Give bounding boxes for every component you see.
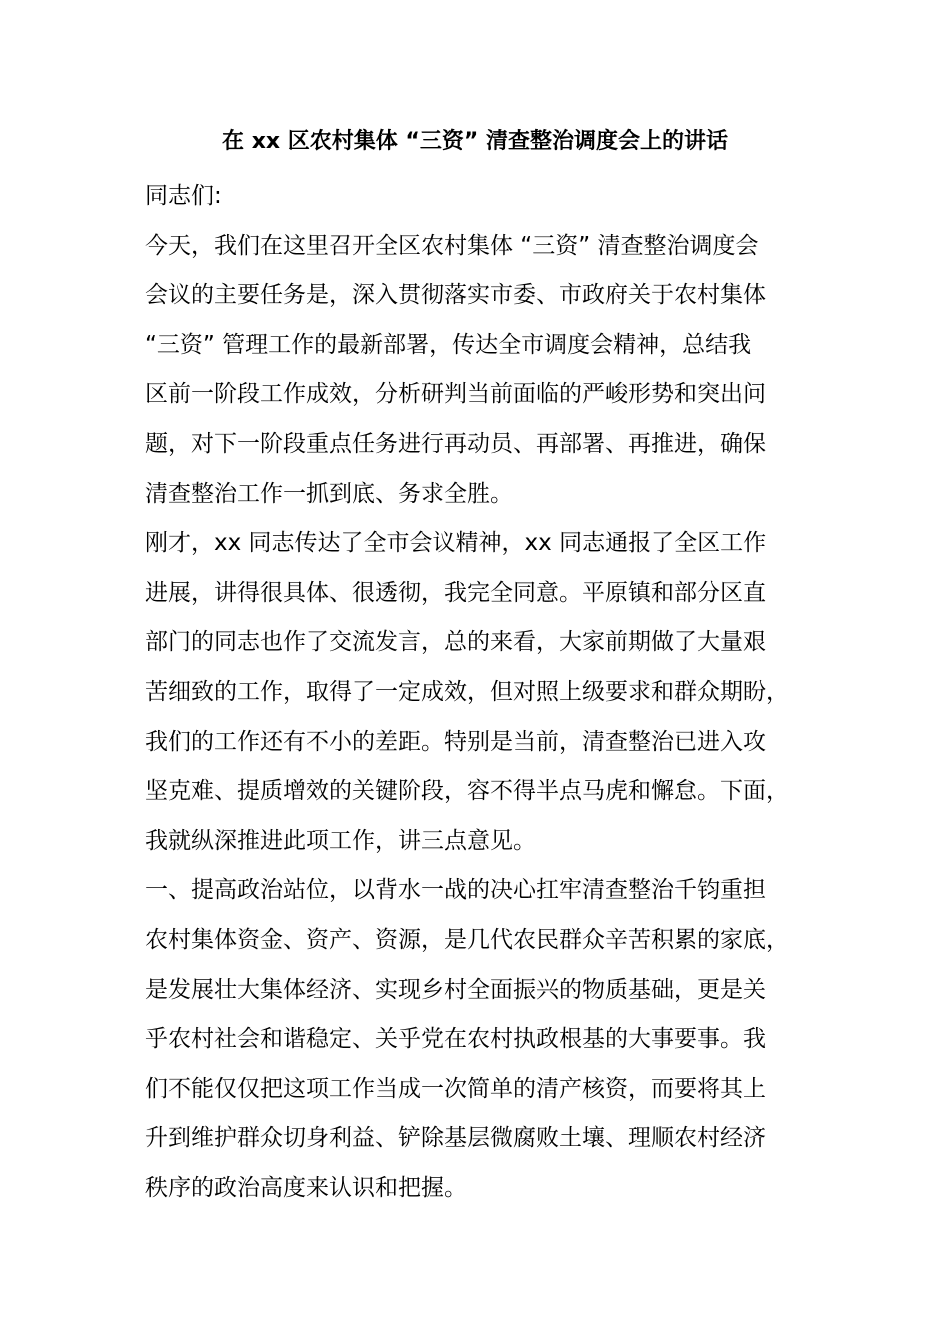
- text-line: 们不能仅仅把这项工作当成一次简单的清产核资，而要将其上: [145, 1075, 766, 1102]
- text-line: 进展，讲得很具体、很透彻，我完全同意。平原镇和部分区直: [145, 579, 766, 606]
- text-line: 会议的主要任务是，深入贯彻落实市委、市政府关于农村集体: [145, 282, 766, 309]
- text-line: 秩序的政治高度来认识和把握。: [145, 1174, 467, 1201]
- text-line: 题，对下一阶段重点任务进行再动员、再部署、再推进，确保: [145, 430, 766, 457]
- text-line: 我们的工作还有不小的差距。特别是当前，清查整治已进入攻: [145, 728, 766, 755]
- text-line: 苦细致的工作，取得了一定成效，但对照上级要求和群众期盼，: [145, 678, 789, 705]
- text-line: 乎农村社会和谐稳定、关乎党在农村执政根基的大事要事。我: [145, 1026, 766, 1053]
- text-line: 刚才，xx 同志传达了全市会议精神，xx 同志通报了全区工作: [145, 530, 767, 557]
- text-line: 今天，我们在这里召开全区农村集体 “三资” 清查整治调度会: [145, 232, 759, 259]
- text-line: 农村集体资金、资产、资源，是几代农民群众辛苦积累的家底，: [145, 926, 789, 953]
- text-line: 清查整治工作一抓到底、务求全胜。: [145, 480, 513, 507]
- text-line: 是发展壮大集体经济、实现乡村全面振兴的物质基础，更是关: [145, 976, 766, 1003]
- text-line: 我就纵深推进此项工作，讲三点意见。: [145, 827, 536, 854]
- document-title: 在 xx 区农村集体 “三资” 清查整治调度会上的讲话: [222, 129, 728, 154]
- text-line: “三资” 管理工作的最新部署，传达全市调度会精神，总结我: [145, 331, 752, 358]
- text-line: 升到维护群众切身利益、铲除基层微腐败土壤、理顺农村经济: [145, 1125, 766, 1152]
- text-line: 坚克难、提质增效的关键阶段，容不得半点马虎和懈怠。下面，: [145, 778, 789, 805]
- section-heading: 一、提高政治站位，以背水一战的决心扛牢清查整治千钧重担: [145, 877, 766, 904]
- text-line: 区前一阶段工作成效，分析研判当前面临的严峻形势和突出问: [145, 381, 766, 408]
- text-line: 部门的同志也作了交流发言，总的来看，大家前期做了大量艰: [145, 629, 766, 656]
- document-body: [145, 172, 825, 1213]
- text-line: 同志们:: [145, 183, 222, 209]
